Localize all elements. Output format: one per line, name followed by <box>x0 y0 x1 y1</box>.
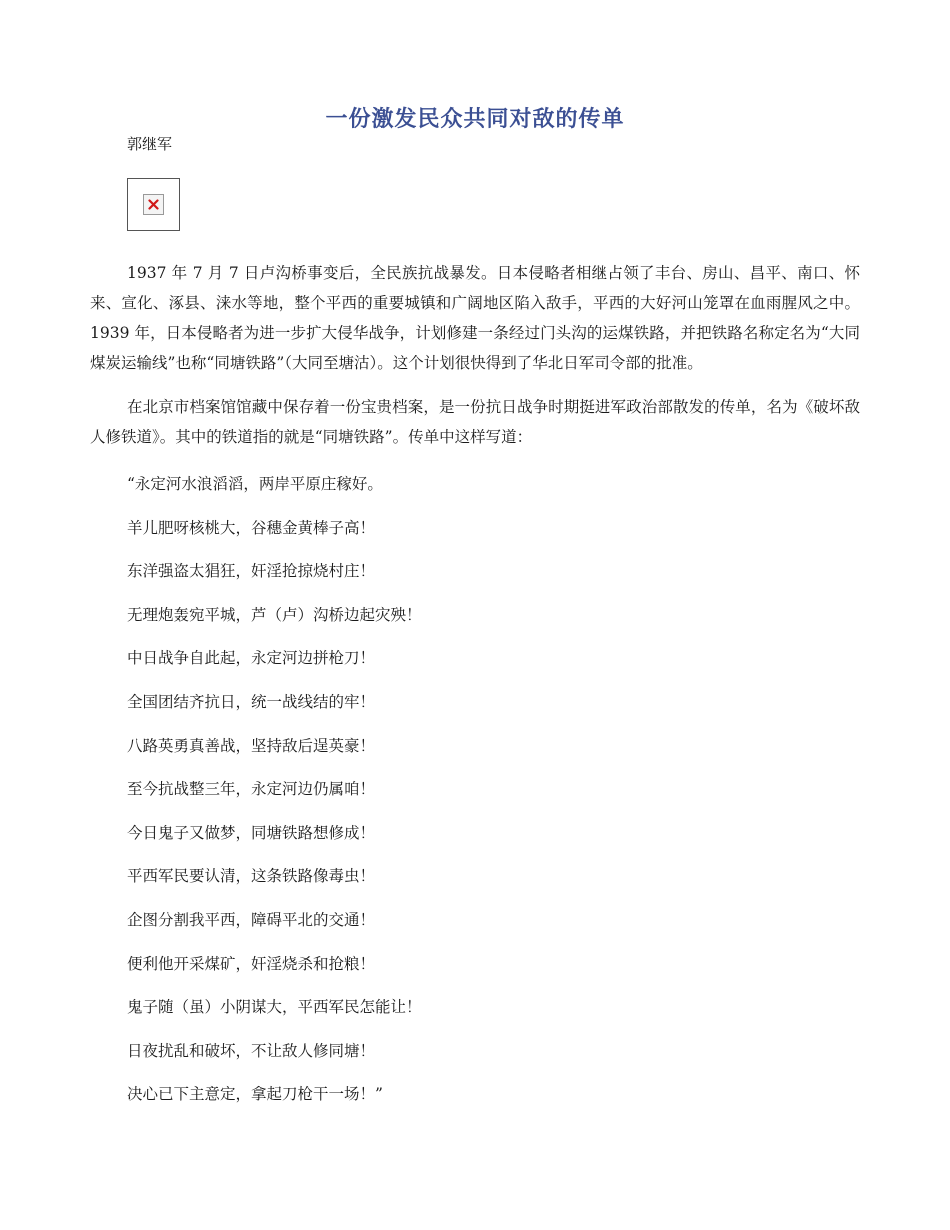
poem-line: 今日鬼子又做梦，同塘铁路想修成！ <box>127 823 376 842</box>
poem-line: 羊儿肥呀核桃大，谷穗金黄棒子高！ <box>127 518 376 537</box>
poem-line: 至今抗战整三年，永定河边仍属咱！ <box>127 780 376 799</box>
poem-line: 无理炮轰宛平城，芦（卢）沟桥边起灾殃！ <box>127 605 422 624</box>
article-author: 郭继军 <box>127 135 173 153</box>
article-title: 一份激发民众共同对敌的传单 <box>325 106 625 132</box>
poem-line: 鬼子随（虽）小阴谋大，平西军民怎能让！ <box>127 998 422 1017</box>
broken-image-placeholder <box>127 178 180 231</box>
poem-line: 八路英勇真善战，坚持敌后逞英豪！ <box>127 736 376 755</box>
article-body <box>90 258 860 452</box>
poem-line: 平西军民要认清，这条铁路像毒虫！ <box>127 867 376 886</box>
broken-image-icon <box>148 199 159 210</box>
poem-line: 中日战争自此起，永定河边拼枪刀！ <box>127 649 376 668</box>
poem-line: 决心已下主意定，拿起刀枪干一场！” <box>127 1085 383 1104</box>
paragraph-archive: 在北京市档案馆馆藏中保存着一份宝贵档案，是一份抗日战争时期挺进军政治部散发的传单，名为《破坏敌人修铁道》。其中的铁道指的就是“同塘铁路”。传单中这样写道： <box>90 398 860 446</box>
poem-line: 便利他开采煤矿，奸淫烧杀和抢粮！ <box>127 954 376 973</box>
leaflet-poem <box>127 472 827 1126</box>
poem-line: “永定河水浪滔滔，两岸平原庄稼好。 <box>127 475 383 493</box>
paragraph-history: 1937 年 7 月 7 日卢沟桥事变后，全民族抗战暴发。日本侵略者相继占领了丰台、房山、昌平、南口、怀来、宣化、涿县、涞水等地，整个平西的重要城镇和广阔地区陷入敌手，平西的大好河山笼罩在血雨腥风之中。1939 年，日本侵略者为进一步扩大侵华战争，计划修建一条经过门头沟的运煤铁路，并把铁路名称定名为“大同煤炭运输线”也称“同塘铁路”（大同至塘沽）。这个计划很快得到了华北日军司令部的批准。 <box>90 264 860 372</box>
poem-line: 日夜扰乱和破坏，不让敌人修同塘！ <box>127 1041 376 1060</box>
poem-line: 企图分割我平西，障碍平北的交通！ <box>127 910 376 929</box>
poem-line: 全国团结齐抗日，统一战线结的牢！ <box>127 692 376 711</box>
broken-image-frame <box>143 194 164 215</box>
poem-line: 东洋强盗太猖狂，奸淫抢掠烧村庄！ <box>127 562 376 581</box>
